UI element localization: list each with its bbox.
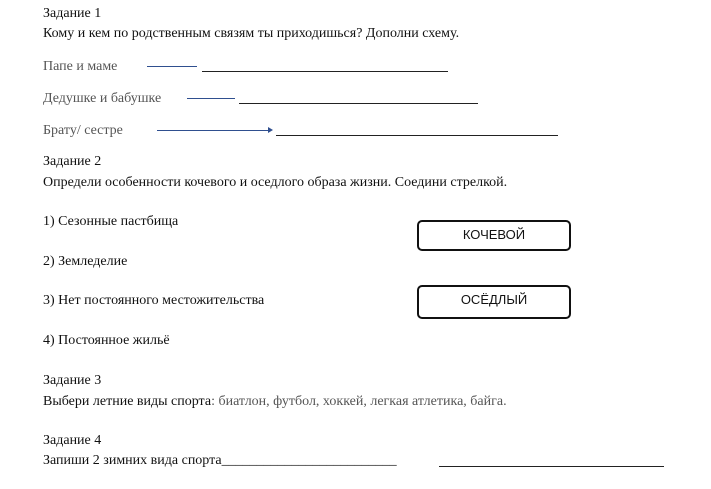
nomadic-box[interactable]: КОЧЕВОЙ	[417, 220, 571, 251]
task1-row-siblings-answer-line[interactable]	[276, 135, 558, 136]
task1-question: Кому и кем по родственным связям ты приходишься? Дополни схему.	[43, 26, 460, 41]
task1-row-parents-answer-line[interactable]	[202, 71, 448, 72]
task3-title: Задание 3	[43, 373, 102, 388]
task2-question: Определи особенности кочевого и оседлого образа жизни. Соедини стрелкой.	[43, 175, 508, 190]
task1-row-siblings-label: Брату/ сестре	[43, 123, 123, 138]
task3-prompt: Выбери летние виды спорта	[43, 394, 212, 409]
task1-title: Задание 1	[43, 6, 102, 21]
task4-line	[43, 452, 397, 469]
task3-options: : биатлон, футбол, хоккей, легкая атлетика, байга.	[211, 394, 507, 409]
task1-row-siblings-arrow	[157, 130, 271, 131]
task4-blank-1[interactable]: _________________________	[221, 453, 397, 468]
task2-item-1: 1) Сезонные пастбища	[43, 214, 179, 229]
sedentary-box[interactable]: ОСЁДЛЫЙ	[417, 285, 571, 319]
task1-row-grandparents-arrow	[187, 98, 235, 99]
task3-line	[43, 393, 507, 410]
task2-title: Задание 2	[43, 154, 102, 169]
task2-item-2: 2) Земледелие	[43, 254, 128, 269]
task1-row-parents-arrow	[147, 66, 197, 67]
task4-answer-line-2[interactable]	[439, 466, 664, 467]
task2-item-3: 3) Нет постоянного местожительства	[43, 293, 265, 308]
task2-item-4: 4) Постоянное жильё	[43, 333, 170, 348]
task1-row-parents-label: Папе и маме	[43, 59, 118, 74]
task4-title: Задание 4	[43, 433, 102, 448]
task1-row-grandparents-answer-line[interactable]	[239, 103, 478, 104]
task4-prompt: Запиши 2 зимних вида спорта	[43, 453, 222, 468]
task1-row-grandparents-label: Дедушке и бабушке	[43, 91, 162, 106]
